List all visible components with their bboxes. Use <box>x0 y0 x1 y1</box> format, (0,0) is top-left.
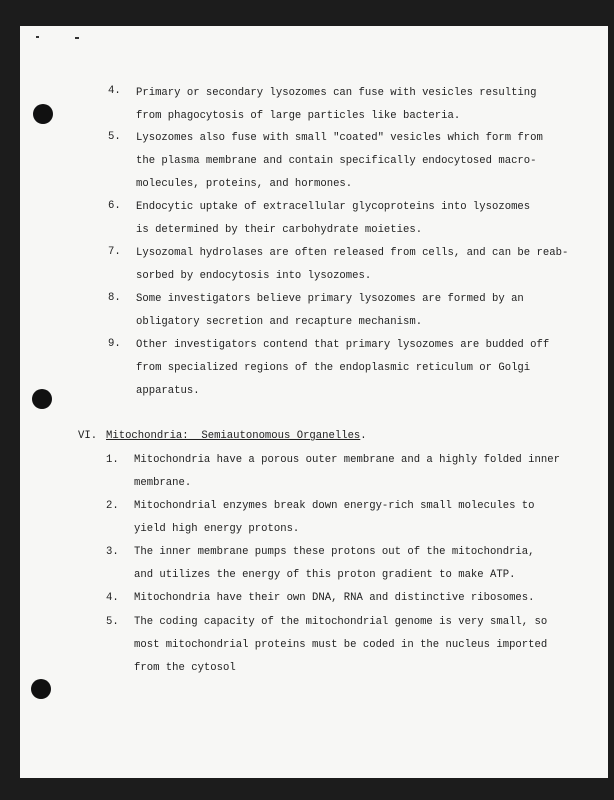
item-number: 3. <box>106 546 119 558</box>
item-line: The coding capacity of the mitochondrial genome is very small, so <box>134 616 548 628</box>
item-line: apparatus. <box>136 385 200 397</box>
item-line: Mitochondria have a porous outer membrane and a highly folded inner <box>134 454 560 466</box>
item-line: Mitochondrial enzymes break down energy-rich small molecules to <box>134 500 535 512</box>
item-number: 4. <box>108 85 121 97</box>
scan-speck <box>75 37 79 39</box>
item-line: from specialized regions of the endoplasmic reticulum or Golgi <box>136 362 531 374</box>
paper-sheet <box>20 26 608 778</box>
item-number: 4. <box>106 592 119 604</box>
item-line: yield high energy protons. <box>134 523 300 535</box>
item-line: Other investigators contend that primary lysozomes are budded off <box>136 339 550 351</box>
item-line: Lysozomes also fuse with small "coated" vesicles which form from <box>136 132 543 144</box>
item-line: the plasma membrane and contain specifically endocytosed macro- <box>136 155 537 167</box>
item-line: and utilizes the energy of this proton gradient to make ATP. <box>134 569 516 581</box>
item-number: 2. <box>106 500 119 512</box>
item-line: most mitochondrial proteins must be coded in the nucleus imported <box>134 639 548 651</box>
item-number: 1. <box>106 454 119 466</box>
item-line: is determined by their carbohydrate moieties. <box>136 224 423 236</box>
section-title: Mitochondria: Semiautonomous Organelles <box>106 430 361 442</box>
scan-speck <box>36 36 39 38</box>
item-line: Endocytic uptake of extracellular glycoproteins into lysozomes <box>136 201 531 213</box>
item-line: from phagocytosis of large particles like bacteria. <box>136 110 461 122</box>
item-line: Mitochondria have their own DNA, RNA and distinctive ribosomes. <box>134 592 535 604</box>
item-number: 9. <box>108 338 121 350</box>
item-line: Some investigators believe primary lysozomes are formed by an <box>136 293 524 305</box>
section-numeral: VI. <box>78 430 98 442</box>
item-number: 5. <box>108 131 121 143</box>
binder-hole-bottom <box>31 679 51 699</box>
item-line: Primary or secondary lysozomes can fuse with vesicles resulting <box>136 87 537 99</box>
binder-hole-middle <box>32 389 52 409</box>
item-number: 8. <box>108 292 121 304</box>
item-line: Lysozomal hydrolases are often released from cells, and can be reab- <box>136 247 569 259</box>
item-number: 7. <box>108 246 121 258</box>
item-line: obligatory secretion and recapture mechanism. <box>136 316 423 328</box>
section-title-period: . <box>360 430 367 442</box>
item-line: The inner membrane pumps these protons out of the mitochondria, <box>134 546 535 558</box>
item-number: 6. <box>108 200 121 212</box>
binder-hole-top <box>33 104 53 124</box>
item-line: membrane. <box>134 477 192 489</box>
item-line: sorbed by endocytosis into lysozomes. <box>136 270 372 282</box>
item-number: 5. <box>106 616 119 628</box>
section-heading-text <box>106 430 367 443</box>
item-line: from the cytosol <box>134 662 236 674</box>
item-line: molecules, proteins, and hormones. <box>136 178 353 190</box>
